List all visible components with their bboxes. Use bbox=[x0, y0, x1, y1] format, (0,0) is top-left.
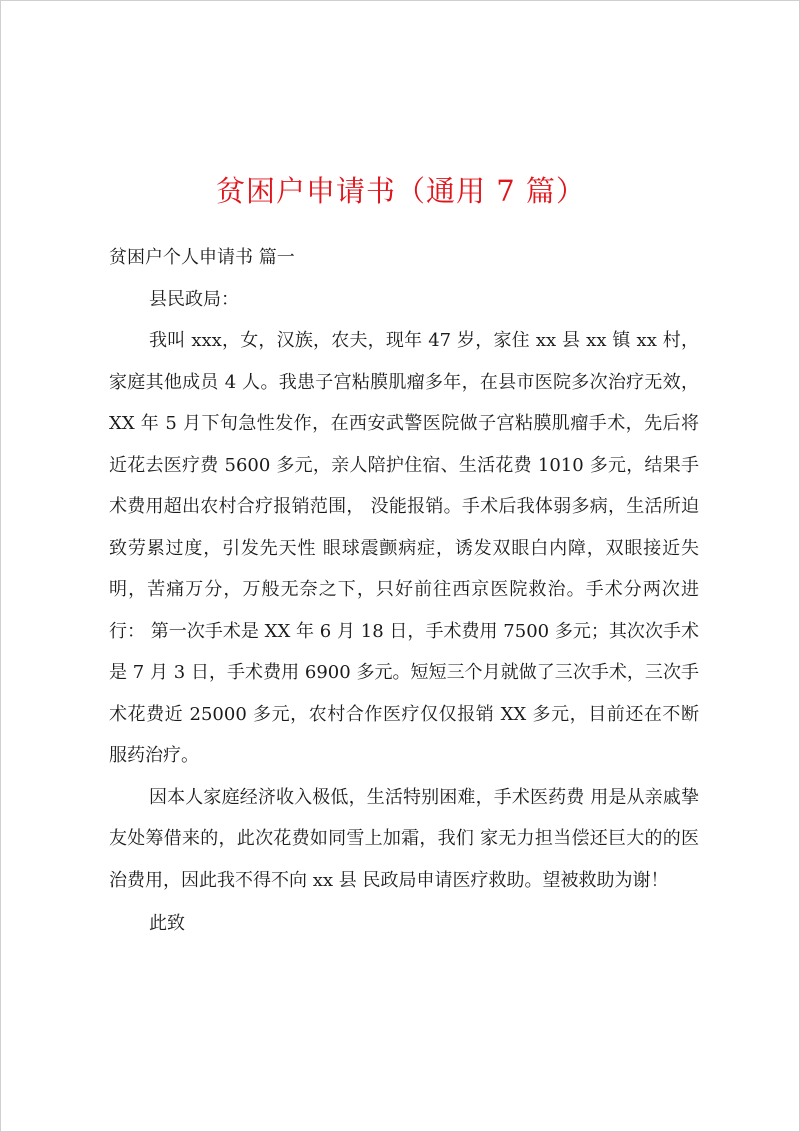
addressee: 县民政局： bbox=[149, 288, 239, 310]
document-title: 贫困户申请书（通用 7 篇） bbox=[216, 174, 586, 208]
paragraph-2: 因本人家庭经济收入极低，生活特别困难，手术医药费 用是从亲戚挚友处筹借来的，此次花费如同雪上加霜，我们 家无力担当偿还巨大的的医治费用，因此我不得不向 xx 县 民政局申请医疗救助。望被救助为谢！ bbox=[109, 786, 699, 891]
paragraph-1: 我叫 xxx，女，汉族，农夫，现年 47 岁，家住 xx 县 xx 镇 xx 村，家庭其他成员 4 人。我患子宫粘膜肌瘤多年，在县市医院多次治疗无效，XX 年 5 月下旬急性发作，在西安武警医院做子宫粘膜肌瘤手术，先后将近花去医疗费 5600 多元，亲人陪护住宿、生活花费 1010 多元，结果手术费用超出农村合疗报销范围， 没能报销。手术后我体弱多病，生活所迫致劳累过度，引发先天性 眼球震颤病症，诱发双眼白内障，双眼接近失明，苦痛万分，万般无奈之下，只好前往西京医院救治。手术分两次进行： 第一次手术是 XX 年 6 月 18 日，手术费用 7500 多元；其次次手术是 7 月 3 日，手术费用 6900 多元。短短三个月就做了三次手术，三次手术花费近 25000 多元，农村合作医疗仅仅报销 XX 多元，目前还在不断服药治疗。 bbox=[109, 330, 699, 766]
closing: 此致 bbox=[149, 913, 185, 934]
document-body bbox=[109, 237, 699, 945]
section-heading: 贫困户个人申请书 篇一 bbox=[109, 247, 295, 268]
